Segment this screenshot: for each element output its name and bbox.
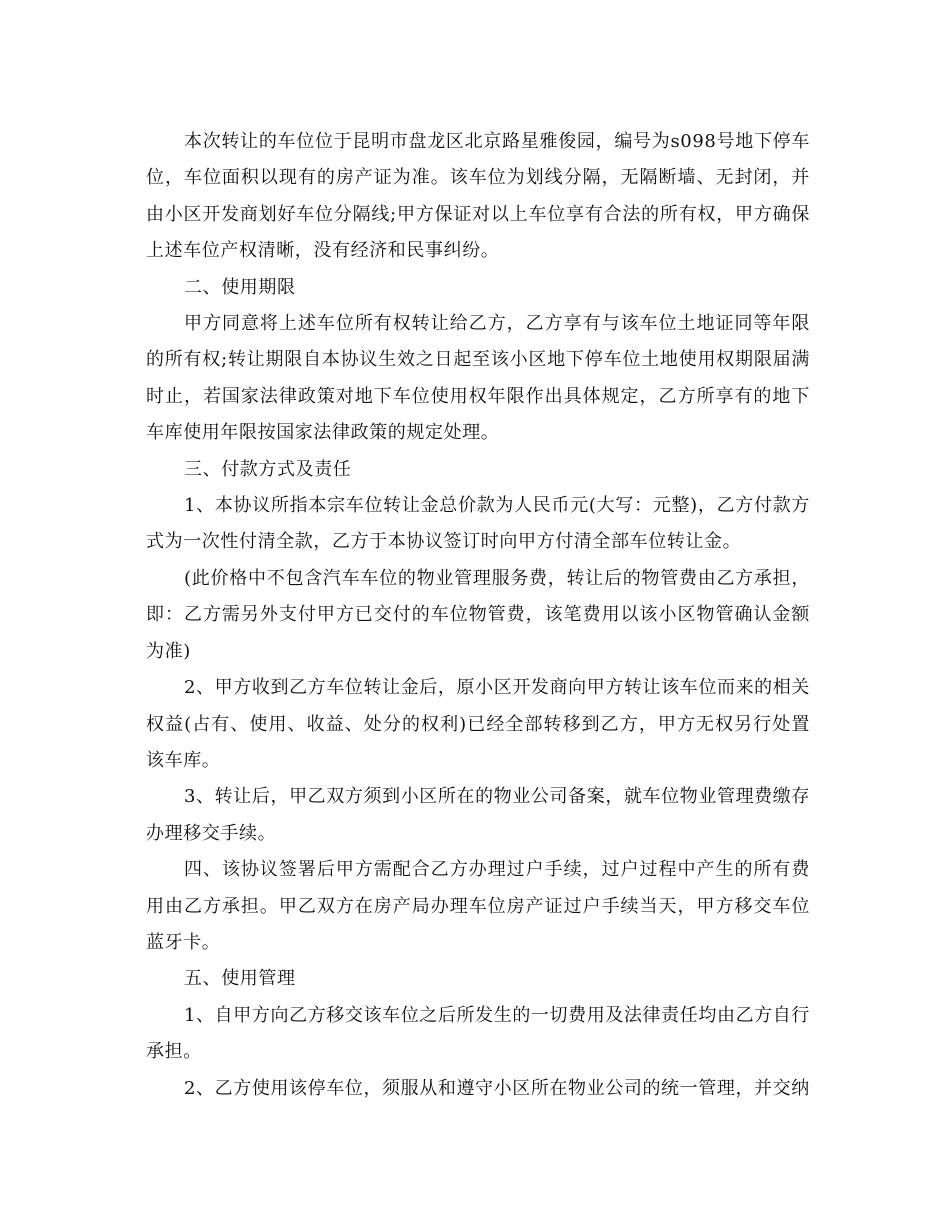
- paragraph-payment-1: 1、本协议所指本宗车位转让金总价款为人民币元(大写：元整)，乙方付款方式为一次性付清全款，乙方于本协议签订时向甲方付清全部车位转让金。: [146, 495, 810, 553]
- heading-payment-method: 三、付款方式及责任: [184, 458, 352, 480]
- paragraph-management-2: 2、乙方使用该停车位，须服从和遵守小区所在物业公司的统一管理，并交纳: [184, 1077, 810, 1099]
- paragraph-parking-location: 本次转让的车位位于昆明市盘龙区北京路星雅俊园，编号为s098号地下停车位，车位面积以现有的房产证为准。该车位为划线分隔，无隔断墙、无封闭，并由小区开发商划好车位分隔线;甲方保证对以上车位享有合法的所有权，甲方确保上述车位产权清晰，没有经济和民事纠纷。: [146, 131, 810, 262]
- paragraph-transfer-procedure: 四、该协议签署后甲方需配合乙方办理过户手续，过户过程中产生的所有费用由乙方承担。甲乙双方在房产局办理车位房产证过户手续当天，甲方移交车位蓝牙卡。: [146, 859, 810, 953]
- heading-usage-term: 二、使用期限: [184, 276, 296, 298]
- paragraph-usage-term: 甲方同意将上述车位所有权转让给乙方，乙方享有与该车位土地证同等年限的所有权;转让期限自本协议生效之日起至该小区地下停车位土地使用权期限届满时止，若国家法律政策对地下车位使用权年限作出具体规定，乙方所享有的地下车库使用年限按国家法律政策的规定处理。: [146, 313, 810, 444]
- paragraph-payment-3: 3、转让后，甲乙双方须到小区所在的物业公司备案，就车位物业管理费缴存办理移交手续。: [146, 786, 810, 844]
- heading-usage-management: 五、使用管理: [184, 968, 296, 990]
- paragraph-payment-2: 2、甲方收到乙方车位转让金后，原小区开发商向甲方转让该车位而来的相关权益(占有、使用、收益、处分的权利)已经全部转移到乙方，甲方无权另行处置该车库。: [146, 677, 810, 771]
- paragraph-management-1: 1、自甲方向乙方移交该车位之后所发生的一切费用及法律责任均由乙方自行承担。: [146, 1004, 810, 1063]
- document-body: [146, 124, 810, 1107]
- paragraph-payment-note: (此价格中不包含汽车车位的物业管理服务费，转让后的物管费由乙方承担，即：乙方需另外支付甲方已交付的车位物管费，该笔费用以该小区物管确认金额为准): [146, 567, 810, 662]
